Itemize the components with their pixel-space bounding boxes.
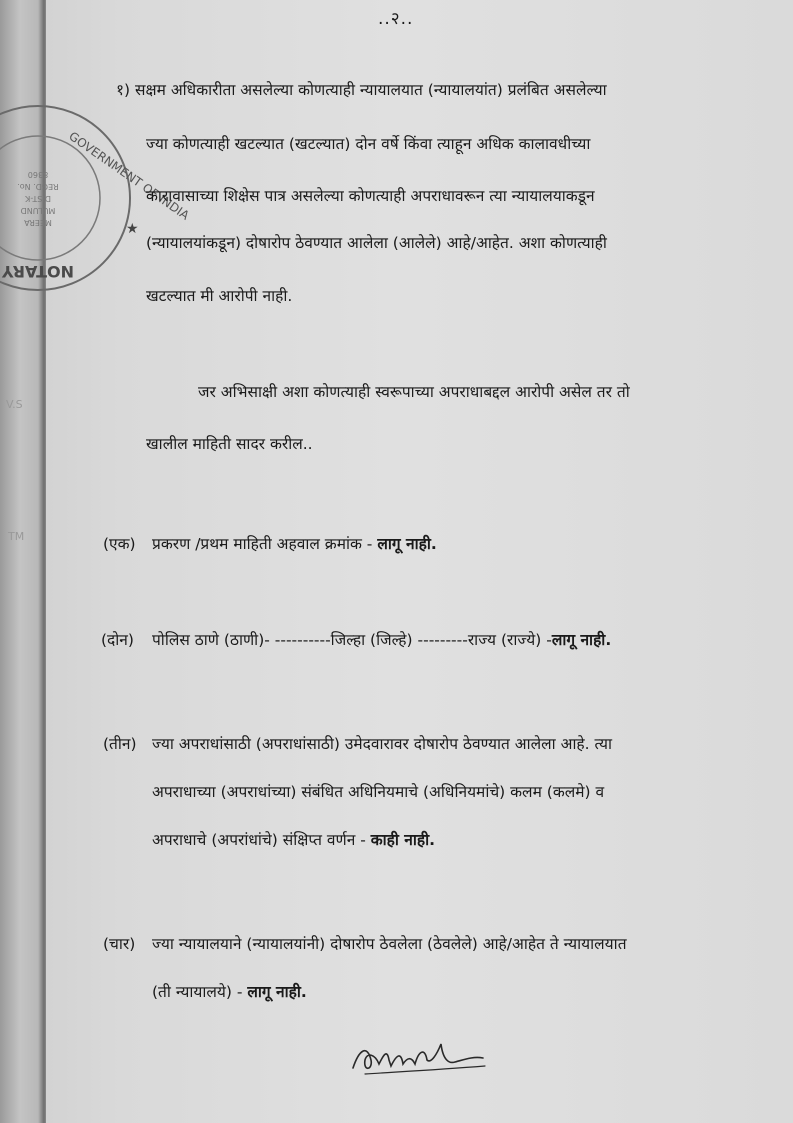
item-marker-1: (एक) [103,535,136,553]
item-3-answer: काही नाही. [370,831,436,849]
stamp-inner-line: 8360 [27,170,49,179]
item-2-answer: लागू नाही. [551,631,612,649]
signature [345,1030,495,1080]
para1-line: खटल्यात मी आरोपी नाही. [146,287,293,305]
margin-fragment: V.S [6,398,23,411]
para1-line: १) सक्षम अधिकारीता असलेल्या कोणत्याही न्यायालयात (न्यायालयांत) प्रलंबित असलेल्या [116,81,607,99]
stamp-text-top: GOVERNMENT OF INDIA [66,128,192,223]
item-marker-2: (दोन) [101,631,134,649]
para1-line: ज्या कोणत्याही खटल्यात (खटल्यात) दोन वर्षे किंवा त्याहून अधिक कालावधीच्या [146,135,591,153]
margin-fragment: TM [8,530,25,543]
item-4-answer: लागू नाही. [247,983,307,1001]
item-3-line-3: अपराधाचे (अपरांधांचे) संक्षिप्त वर्णन - काही नाही. [152,831,436,849]
stamp-inner-line: MEERA [24,218,52,227]
stamp-inner-line: REGD. No. [17,182,59,191]
star-icon: ★ [126,221,139,237]
item-marker-4: (चार) [103,935,136,953]
para2-line: खालील माहिती सादर करील.. [146,435,313,453]
item-4-line-1: ज्या न्यायालयाने (न्यायालयांनी) दोषारोप ठेवलेला (ठेवलेले) आहे/आहेत ते न्यायालयात [152,935,627,953]
stamp-inner-line: DIST-K [25,194,51,203]
item-2-text: पोलिस ठाणे (ठाणी)- ----------जिल्हा (जिल्हे) ---------राज्य (राज्ये) -लागू नाही. [152,631,612,649]
para1-line: कारावासाच्या शिक्षेस पात्र असलेल्या कोणत्याही अपराधावरून त्या न्यायालयाकडून [146,187,595,205]
item-1-text: प्रकरण /प्रथम माहिती अहवाल क्रमांक - लागू नाही. [152,535,437,553]
notary-stamp [0,98,192,298]
item-marker-3: (तीन) [103,735,137,753]
item-3-line-2: अपराधाच्या (अपराधांच्या) संबंधित अधिनियमाचे (अधिनियमांचे) कलम (कलमे) व [152,783,605,801]
para1-line: (न्यायालयांकडून) दोषारोप ठेवण्यात आलेला (आलेले) आहे/आहेत. अशा कोणत्याही [146,234,607,252]
stamp-text-bottom: NOTARY [1,262,75,281]
stamp-inner-line: MULUND [20,206,56,215]
para2-line: जर अभिसाक्षी अशा कोणत्याही स्वरूपाच्या अपराधाबद्दल आरोपी असेल तर तो [198,383,630,401]
item-4-line-2: (ती न्यायालये) - लागू नाही. [152,983,307,1001]
page-number: ..२.. [378,9,414,29]
item-3-line-1: ज्या अपराधांसाठी (अपराधांसाठी) उमेदवारावर दोषारोप ठेवण्यात आलेला आहे. त्या [152,735,613,753]
item-1-answer: लागू नाही. [377,535,437,553]
